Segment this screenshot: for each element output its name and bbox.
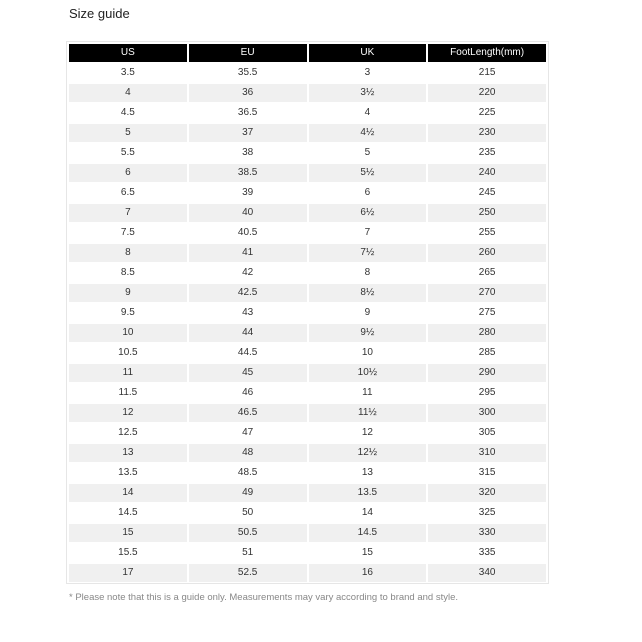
cell-uk: 13.5 <box>309 484 427 502</box>
cell-us: 13.5 <box>69 464 187 482</box>
header-row <box>69 44 546 62</box>
cell-uk: 10½ <box>309 364 427 382</box>
cell-uk: 14 <box>309 504 427 522</box>
cell-uk: 4½ <box>309 124 427 142</box>
table-row <box>69 204 546 222</box>
cell-uk: 6 <box>309 184 427 202</box>
header-us: US <box>69 44 187 62</box>
cell-foot-length: 235 <box>428 144 546 162</box>
header-eu: EU <box>189 44 307 62</box>
cell-foot-length: 295 <box>428 384 546 402</box>
cell-eu: 36 <box>189 84 307 102</box>
table-row <box>69 384 546 402</box>
cell-foot-length: 340 <box>428 564 546 582</box>
cell-us: 15.5 <box>69 544 187 562</box>
table-row <box>69 124 546 142</box>
cell-eu: 48.5 <box>189 464 307 482</box>
cell-uk: 11½ <box>309 404 427 422</box>
table-row <box>69 344 546 362</box>
cell-uk: 6½ <box>309 204 427 222</box>
cell-eu: 38.5 <box>189 164 307 182</box>
cell-foot-length: 260 <box>428 244 546 262</box>
cell-us: 9.5 <box>69 304 187 322</box>
cell-foot-length: 275 <box>428 304 546 322</box>
cell-foot-length: 300 <box>428 404 546 422</box>
cell-uk: 15 <box>309 544 427 562</box>
table-row <box>69 64 546 82</box>
cell-us: 15 <box>69 524 187 542</box>
header-foot-length: FootLength(mm) <box>428 44 546 62</box>
cell-eu: 50.5 <box>189 524 307 542</box>
table-row <box>69 104 546 122</box>
cell-us: 4 <box>69 84 187 102</box>
cell-eu: 35.5 <box>189 64 307 82</box>
cell-foot-length: 305 <box>428 424 546 442</box>
cell-eu: 43 <box>189 304 307 322</box>
cell-uk: 12 <box>309 424 427 442</box>
cell-us: 9 <box>69 284 187 302</box>
table-row <box>69 84 546 102</box>
cell-us: 8 <box>69 244 187 262</box>
cell-eu: 39 <box>189 184 307 202</box>
table-row <box>69 524 546 542</box>
table-row <box>69 244 546 262</box>
cell-eu: 45 <box>189 364 307 382</box>
cell-foot-length: 320 <box>428 484 546 502</box>
cell-eu: 38 <box>189 144 307 162</box>
page-title: Size guide <box>69 6 130 21</box>
cell-uk: 12½ <box>309 444 427 462</box>
cell-eu: 48 <box>189 444 307 462</box>
cell-us: 11.5 <box>69 384 187 402</box>
cell-us: 6 <box>69 164 187 182</box>
cell-eu: 44.5 <box>189 344 307 362</box>
cell-foot-length: 255 <box>428 224 546 242</box>
table-row <box>69 264 546 282</box>
table-row <box>69 284 546 302</box>
table-row <box>69 484 546 502</box>
header-uk: UK <box>309 44 427 62</box>
cell-uk: 3 <box>309 64 427 82</box>
cell-uk: 13 <box>309 464 427 482</box>
cell-us: 17 <box>69 564 187 582</box>
cell-foot-length: 285 <box>428 344 546 362</box>
cell-foot-length: 230 <box>428 124 546 142</box>
cell-uk: 9 <box>309 304 427 322</box>
cell-eu: 52.5 <box>189 564 307 582</box>
cell-uk: 10 <box>309 344 427 362</box>
cell-us: 5 <box>69 124 187 142</box>
cell-us: 8.5 <box>69 264 187 282</box>
cell-foot-length: 315 <box>428 464 546 482</box>
table-row <box>69 424 546 442</box>
table-row <box>69 224 546 242</box>
cell-eu: 46.5 <box>189 404 307 422</box>
cell-uk: 16 <box>309 564 427 582</box>
cell-us: 14.5 <box>69 504 187 522</box>
cell-eu: 51 <box>189 544 307 562</box>
cell-us: 11 <box>69 364 187 382</box>
disclaimer-note: * Please note that this is a guide only. Measurements may vary according to brand and style. <box>69 592 459 603</box>
table-row <box>69 564 546 582</box>
table-row <box>69 364 546 382</box>
cell-foot-length: 245 <box>428 184 546 202</box>
cell-us: 7.5 <box>69 224 187 242</box>
cell-us: 12 <box>69 404 187 422</box>
cell-foot-length: 240 <box>428 164 546 182</box>
cell-eu: 40.5 <box>189 224 307 242</box>
cell-us: 7 <box>69 204 187 222</box>
cell-foot-length: 270 <box>428 284 546 302</box>
table-row <box>69 464 546 482</box>
cell-foot-length: 290 <box>428 364 546 382</box>
cell-foot-length: 330 <box>428 524 546 542</box>
cell-foot-length: 265 <box>428 264 546 282</box>
cell-eu: 37 <box>189 124 307 142</box>
cell-eu: 49 <box>189 484 307 502</box>
cell-uk: 5½ <box>309 164 427 182</box>
cell-eu: 36.5 <box>189 104 307 122</box>
cell-us: 10.5 <box>69 344 187 362</box>
cell-us: 13 <box>69 444 187 462</box>
table-row <box>69 544 546 562</box>
cell-uk: 11 <box>309 384 427 402</box>
cell-us: 4.5 <box>69 104 187 122</box>
cell-us: 6.5 <box>69 184 187 202</box>
cell-eu: 44 <box>189 324 307 342</box>
cell-uk: 5 <box>309 144 427 162</box>
table-header <box>69 44 546 62</box>
cell-foot-length: 250 <box>428 204 546 222</box>
cell-uk: 7½ <box>309 244 427 262</box>
cell-foot-length: 225 <box>428 104 546 122</box>
cell-us: 5.5 <box>69 144 187 162</box>
cell-eu: 42.5 <box>189 284 307 302</box>
cell-foot-length: 220 <box>428 84 546 102</box>
table-row <box>69 164 546 182</box>
cell-us: 10 <box>69 324 187 342</box>
table-row <box>69 404 546 422</box>
cell-foot-length: 325 <box>428 504 546 522</box>
table-row <box>69 504 546 522</box>
cell-eu: 50 <box>189 504 307 522</box>
cell-us: 3.5 <box>69 64 187 82</box>
cell-uk: 3½ <box>309 84 427 102</box>
table-row <box>69 324 546 342</box>
cell-uk: 7 <box>309 224 427 242</box>
table-body <box>69 64 546 582</box>
cell-uk: 14.5 <box>309 524 427 542</box>
cell-eu: 46 <box>189 384 307 402</box>
cell-us: 14 <box>69 484 187 502</box>
cell-foot-length: 310 <box>428 444 546 462</box>
cell-foot-length: 335 <box>428 544 546 562</box>
cell-uk: 8 <box>309 264 427 282</box>
cell-uk: 8½ <box>309 284 427 302</box>
cell-eu: 42 <box>189 264 307 282</box>
cell-uk: 9½ <box>309 324 427 342</box>
cell-uk: 4 <box>309 104 427 122</box>
table-row <box>69 444 546 462</box>
table-row <box>69 144 546 162</box>
table-row <box>69 184 546 202</box>
table-row <box>69 304 546 322</box>
cell-eu: 41 <box>189 244 307 262</box>
cell-us: 12.5 <box>69 424 187 442</box>
cell-foot-length: 215 <box>428 64 546 82</box>
cell-eu: 47 <box>189 424 307 442</box>
cell-foot-length: 280 <box>428 324 546 342</box>
size-guide-table <box>67 42 548 584</box>
cell-eu: 40 <box>189 204 307 222</box>
